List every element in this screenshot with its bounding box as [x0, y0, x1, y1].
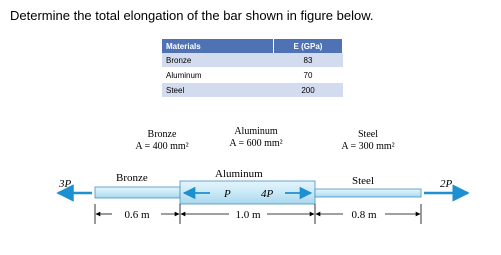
- steel-segment: [315, 189, 421, 197]
- cell-material: Steel: [162, 83, 274, 98]
- header-modulus: E (GPa): [274, 39, 343, 53]
- header-materials: Materials: [162, 39, 274, 53]
- question-text: Determine the total elongation of the bar shown in figure below.: [10, 8, 374, 23]
- inner-right-load-label: 4P: [261, 188, 274, 200]
- bronze-area-label: A = 400 mm²: [135, 141, 189, 152]
- aluminum-area-label: A = 600 mm²: [229, 138, 283, 149]
- right-load-label: 2P: [440, 178, 453, 190]
- left-load-label: 3P: [59, 178, 72, 190]
- cell-modulus: 200: [274, 83, 343, 98]
- aluminum-name-label: Aluminum: [234, 126, 278, 137]
- cell-modulus: 70: [274, 68, 343, 83]
- bronze-name-label: Bronze: [147, 129, 177, 140]
- aluminum-segment-label: Aluminum: [215, 168, 263, 180]
- bronze-segment: [95, 187, 180, 198]
- bronze-segment-label: Bronze: [116, 172, 148, 184]
- steel-area-label: A = 300 mm²: [341, 141, 395, 152]
- bronze-length-label: 0.6 m: [124, 209, 150, 221]
- steel-length-label: 0.8 m: [351, 209, 377, 221]
- cell-material: Bronze: [162, 53, 274, 68]
- cell-modulus: 83: [274, 53, 343, 68]
- inner-left-load-label: P: [224, 188, 231, 200]
- cell-material: Aluminum: [162, 68, 274, 83]
- steel-name-label: Steel: [358, 129, 378, 140]
- steel-segment-label: Steel: [352, 175, 374, 187]
- aluminum-length-label: 1.0 m: [235, 209, 261, 221]
